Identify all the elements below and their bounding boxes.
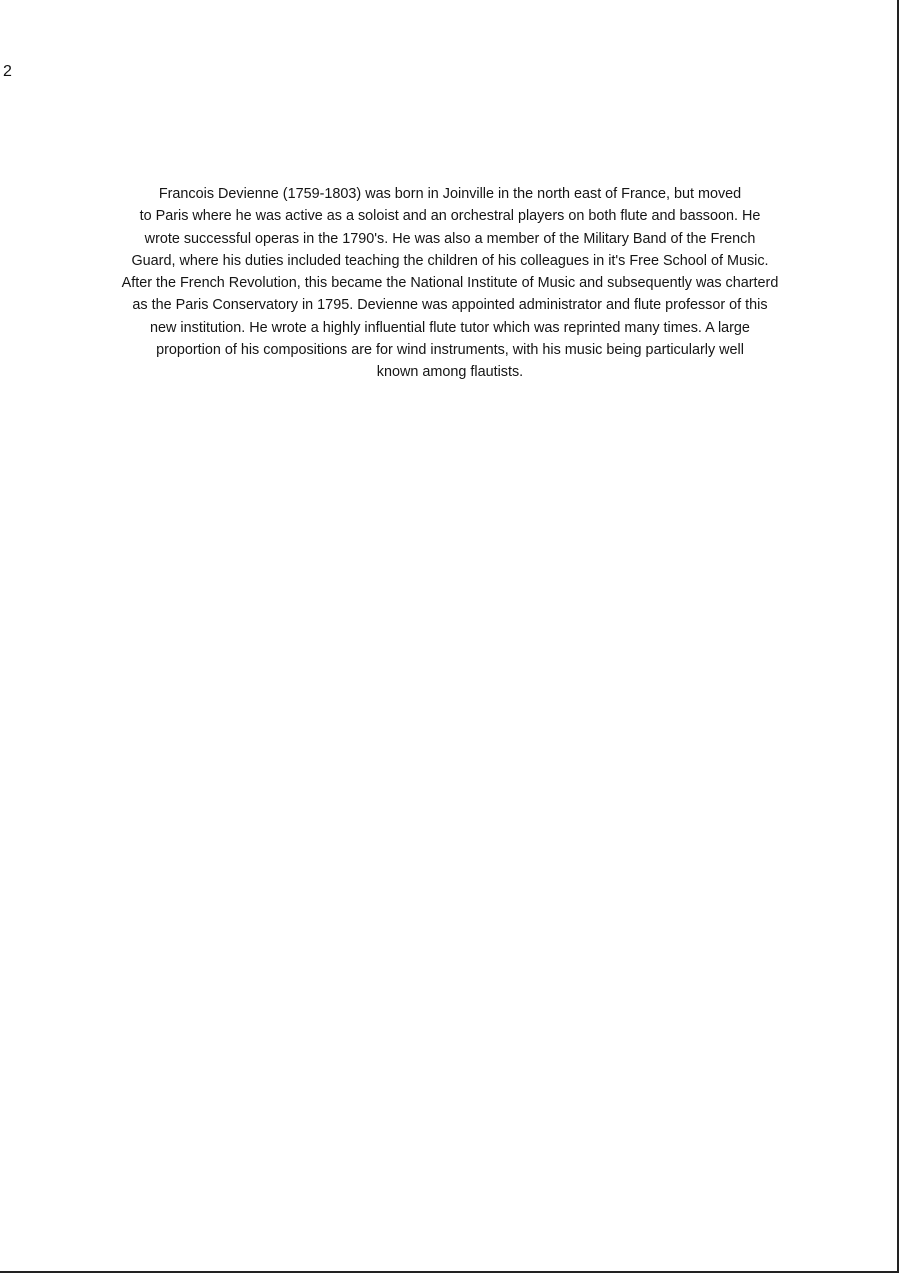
- biography-line: Francois Devienne (1759-1803) was born in Joinville in the north east of France, but moved: [158, 186, 742, 202]
- biography-line: After the French Revolution, this became the National Institute of Music and subsequently was charterd: [121, 275, 779, 292]
- biography-line: as the Paris Conservatory in 1795. Devienne was appointed administrator and flute professor of this: [132, 297, 768, 314]
- biography-line: new institution. He wrote a highly influential flute tutor which was reprinted many times. A large: [150, 319, 750, 336]
- biography-line: proportion of his compositions are for wind instruments, with his music being particularly well: [156, 342, 744, 359]
- biography-line: Guard, where his duties included teaching the children of his colleagues in it's Free School of Music.: [131, 252, 769, 269]
- biography-line: known among flautists.: [376, 364, 524, 381]
- page-number: 2: [3, 63, 12, 80]
- biography-line: wrote successful operas in the 1790's. He was also a member of the Military Band of the French: [144, 230, 756, 247]
- biography-line: to Paris where he was active as a soloist and an orchestral players on both flute and bassoon. He: [139, 208, 761, 225]
- biography-paragraph: [60, 183, 840, 384]
